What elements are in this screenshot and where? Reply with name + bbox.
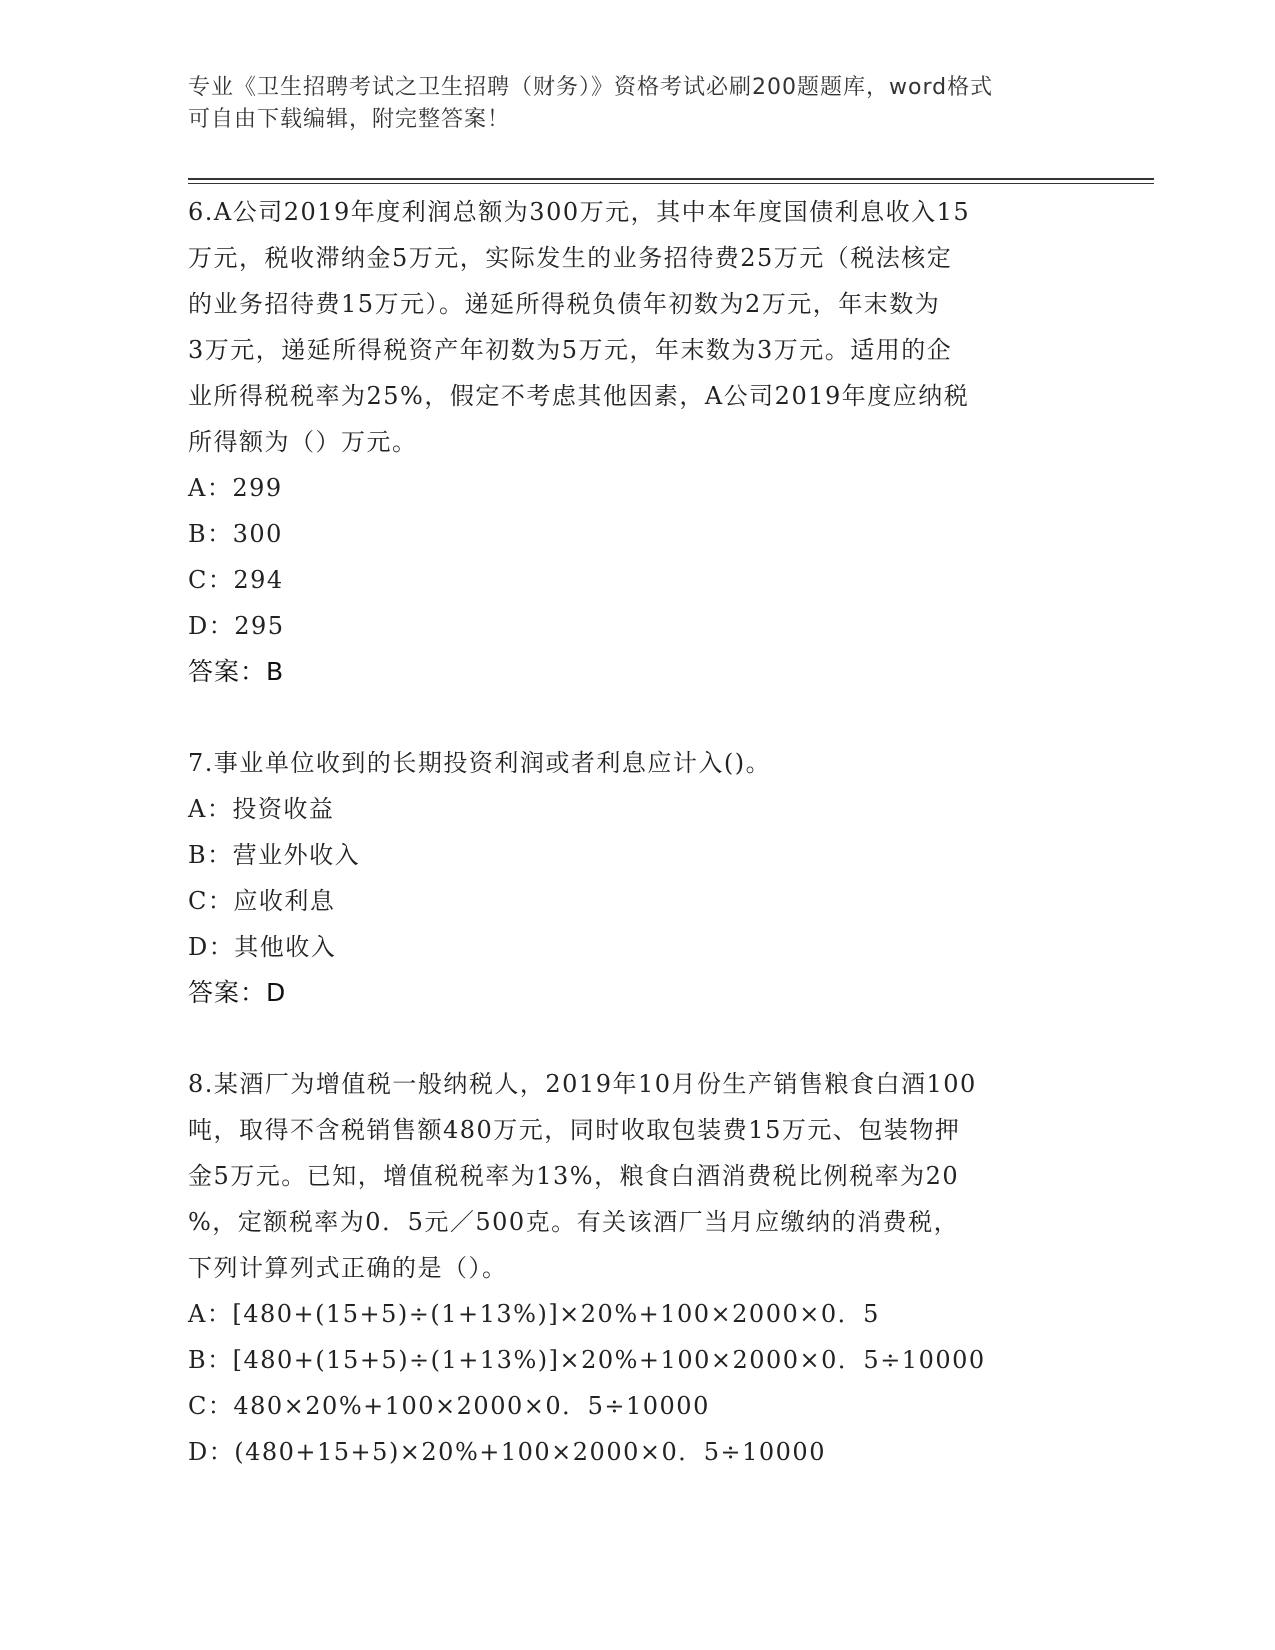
option-c: C：294 <box>188 566 284 594</box>
option-d: D：(480+15+5)×20%+100×2000×0．5÷10000 <box>188 1438 826 1466</box>
option-c: C：应收利息 <box>188 887 336 915</box>
question-7 <box>188 740 1088 1016</box>
question-line: 业所得税税率为25%，假定不考虑其他因素，A公司2019年度应纳税 <box>188 382 970 410</box>
question-line: 8.某酒厂为增值税一般纳税人，2019年10月份生产销售粮食白酒100 <box>188 1070 977 1098</box>
question-text <box>188 740 1088 786</box>
question-line: 万元，税收滞纳金5万元，实际发生的业务招待费25万元（税法核定 <box>188 244 953 272</box>
question-line: 3万元，递延所得税资产年初数为5万元，年末数为3万元。适用的企 <box>188 336 953 364</box>
question-text <box>188 189 1088 465</box>
option-a: A：299 <box>188 474 283 502</box>
question-line: 6.A公司2019年度利润总额为300万元，其中本年度国债利息收入15 <box>188 198 971 226</box>
question-line: 7.事业单位收到的长期投资利润或者利息应计入()。 <box>188 749 772 777</box>
spacer <box>188 695 1088 740</box>
question-line: %，定额税率为0．5元／500克。有关该酒厂当月应缴纳的消费税， <box>188 1208 960 1236</box>
option-a: A：投资收益 <box>188 795 335 823</box>
question-6 <box>188 189 1088 695</box>
option-d: D：295 <box>188 612 285 640</box>
header-divider <box>188 178 1154 180</box>
question-list <box>188 189 1088 1475</box>
question-line: 所得额为（）万元。 <box>188 428 418 456</box>
option-b: B：营业外收入 <box>188 841 361 869</box>
question-text <box>188 1061 1088 1291</box>
header-divider-thin <box>188 183 1154 184</box>
option-c: C：480×20%+100×2000×0．5÷10000 <box>188 1392 710 1420</box>
option-a: A：[480+(15+5)÷(1+13%)]×20%+100×2000×0．5 <box>188 1300 880 1328</box>
option-d: D：其他收入 <box>188 933 337 961</box>
question-8 <box>188 1061 1088 1475</box>
header-line: 可自由下载编辑，附完整答案！ <box>188 107 511 132</box>
question-line: 吨，取得不含税销售额480万元，同时收取包装费15万元、包装物押 <box>188 1116 961 1144</box>
answer-label: 答案：B <box>188 657 285 686</box>
question-line: 的业务招待费15万元）。递延所得税负债年初数为2万元，年末数为 <box>188 290 941 318</box>
header-line: 专业《卫生招聘考试之卫生招聘（财务）》资格考试必刷200题题库，word格式 <box>188 75 994 100</box>
option-b: B：[480+(15+5)÷(1+13%)]×20%+100×2000×0．5÷10000 <box>188 1346 986 1374</box>
option-b: B：300 <box>188 520 283 548</box>
document-header <box>188 72 1068 136</box>
answer-label: 答案：D <box>188 978 287 1007</box>
question-line: 下列计算列式正确的是（）。 <box>188 1254 508 1282</box>
question-line: 金5万元。已知，增值税税率为13%，粮食白酒消费税比例税率为20 <box>188 1162 960 1190</box>
spacer <box>188 1016 1088 1061</box>
